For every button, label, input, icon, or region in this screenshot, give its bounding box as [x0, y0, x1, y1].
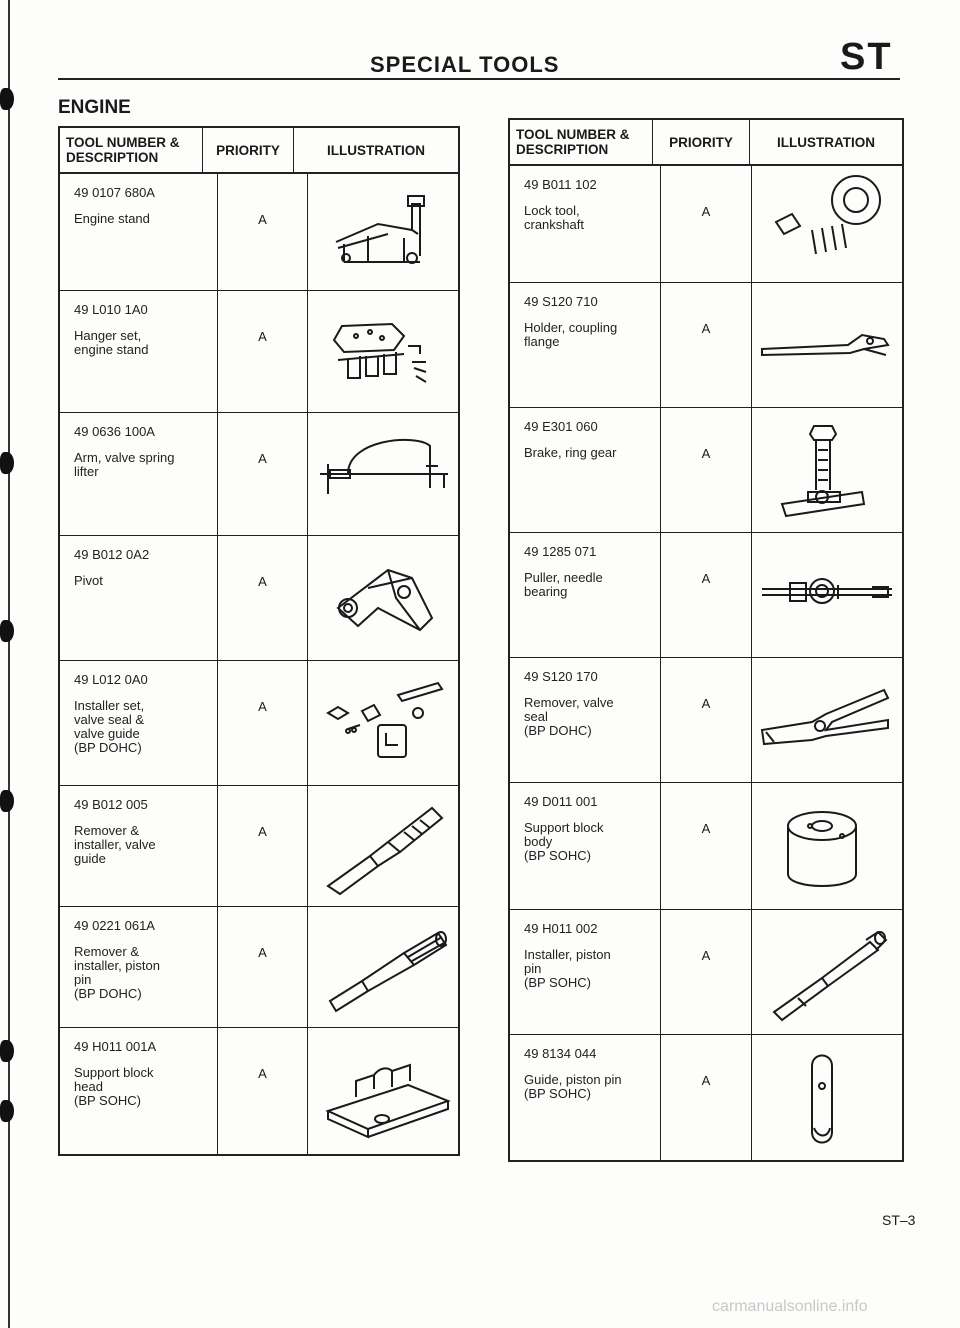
crankshaft-lock-tool-icon — [752, 174, 902, 274]
table-row — [510, 533, 902, 658]
table-row — [510, 1035, 902, 1160]
col-header-illustration: ILLUSTRATION — [327, 142, 425, 158]
tool-illustration-cell — [752, 658, 902, 782]
col-header-illustration: ILLUSTRATION — [777, 134, 875, 150]
tool-description: Remover & installer, valve guide — [74, 823, 156, 866]
table-row — [60, 1028, 458, 1154]
tool-description-cell — [510, 166, 661, 282]
table-row — [60, 174, 458, 291]
coupling-flange-holder-icon — [752, 295, 902, 395]
tool-description: Engine stand — [74, 211, 150, 226]
tool-description: Hanger set, engine stand — [74, 328, 149, 357]
col-header-tool-number: TOOL NUMBER & DESCRIPTION — [510, 120, 653, 164]
tool-number: 49 E301 060 — [524, 419, 598, 434]
table-row — [510, 658, 902, 783]
piston-pin-guide-icon — [752, 1048, 902, 1148]
table-header — [510, 120, 902, 166]
tool-priority: A — [661, 1035, 752, 1160]
table-row — [510, 783, 902, 910]
pivot-icon — [308, 548, 458, 648]
tool-illustration-cell — [308, 413, 458, 535]
tool-priority: A — [218, 174, 308, 290]
tool-illustration-cell — [308, 291, 458, 412]
tool-priority: A — [661, 533, 752, 657]
tool-number: 49 D011 001 — [524, 794, 598, 809]
tool-description-cell — [60, 1028, 218, 1154]
tool-priority: A — [661, 166, 752, 282]
tool-priority: A — [661, 658, 752, 782]
engine-stand-icon — [308, 182, 458, 282]
tool-priority: A — [218, 786, 308, 906]
tool-description-cell — [510, 1035, 661, 1160]
tool-priority: A — [218, 413, 308, 535]
tool-priority: A — [218, 661, 308, 785]
tool-illustration-cell — [308, 786, 458, 906]
tool-description-cell — [60, 661, 218, 785]
tool-number: 49 1285 071 — [524, 544, 597, 559]
table-row — [510, 283, 902, 408]
tool-number: 49 S120 710 — [524, 294, 598, 309]
section-code: ST — [840, 36, 893, 78]
tool-illustration-cell — [752, 283, 902, 407]
page-title: SPECIAL TOOLS — [370, 52, 560, 77]
table-row — [60, 661, 458, 786]
support-block-head-icon — [308, 1041, 458, 1141]
tool-number: 49 B012 0A2 — [74, 547, 150, 562]
table-row — [60, 413, 458, 536]
tool-illustration-cell — [752, 408, 902, 532]
valve-spring-lifter-arm-icon — [308, 424, 458, 524]
tool-illustration-cell — [752, 910, 902, 1034]
tool-priority: A — [218, 907, 308, 1027]
tool-number: 49 H011 001A — [74, 1039, 157, 1054]
table-row — [60, 786, 458, 907]
col-header-priority: PRIORITY — [653, 120, 750, 164]
tool-description: Lock tool, crankshaft — [524, 203, 584, 232]
tool-description-cell — [510, 658, 661, 782]
header-rule — [58, 78, 900, 80]
piston-pin-tool-icon — [308, 917, 458, 1017]
tool-description: Pivot — [74, 573, 103, 588]
table-row — [60, 907, 458, 1028]
tool-illustration-cell — [308, 174, 458, 290]
tool-description: Remover, valve seal (BP DOHC) — [524, 695, 614, 738]
tool-illustration-cell — [308, 1028, 458, 1154]
tool-description-cell — [60, 291, 218, 412]
tool-number: 49 0221 061A — [74, 918, 155, 933]
piston-pin-installer-icon — [752, 922, 902, 1022]
tool-number: 49 L012 0A0 — [74, 672, 148, 687]
tools-table-right — [508, 118, 904, 1162]
tool-illustration-cell — [308, 907, 458, 1027]
tool-priority: A — [661, 283, 752, 407]
table-header — [60, 128, 458, 174]
tool-illustration-cell — [308, 661, 458, 785]
tool-number: 49 S120 170 — [524, 669, 598, 684]
tool-description-cell — [60, 174, 218, 290]
ring-gear-brake-icon — [752, 420, 902, 520]
tool-description-cell — [510, 408, 661, 532]
valve-seal-remover-icon — [752, 670, 902, 770]
tools-table-left — [58, 126, 460, 1156]
tool-description: Guide, piston pin (BP SOHC) — [524, 1072, 622, 1101]
tool-description-cell — [60, 786, 218, 906]
table-row — [510, 910, 902, 1035]
col-header-priority: PRIORITY — [203, 128, 294, 172]
tool-priority: A — [218, 536, 308, 660]
tool-number: 49 L010 1A0 — [74, 302, 148, 317]
tool-description: Brake, ring gear — [524, 445, 617, 460]
table-row — [510, 166, 902, 283]
tool-description: Support block body (BP SOHC) — [524, 820, 604, 863]
table-row — [510, 408, 902, 533]
tool-description: Remover & installer, piston pin (BP DOHC) — [74, 944, 160, 1001]
tool-description-cell — [510, 910, 661, 1034]
tool-description-cell — [60, 413, 218, 535]
tool-number: 49 0107 680A — [74, 185, 155, 200]
tool-description-cell — [60, 536, 218, 660]
valve-guide-tool-icon — [308, 796, 458, 896]
tool-description: Puller, needle bearing — [524, 570, 603, 599]
table-row — [60, 536, 458, 661]
page-number: ST–3 — [882, 1212, 916, 1228]
tool-priority: A — [661, 910, 752, 1034]
tool-description-cell — [60, 907, 218, 1027]
tool-number: 49 H011 002 — [524, 921, 598, 936]
tool-illustration-cell — [308, 536, 458, 660]
needle-bearing-puller-icon — [752, 545, 902, 645]
tool-number: 49 B012 005 — [74, 797, 148, 812]
tool-number: 49 B011 102 — [524, 177, 597, 192]
watermark: carmanualsonline.info — [712, 1298, 868, 1315]
tool-description-cell — [510, 783, 661, 909]
installer-set-icon — [308, 673, 458, 773]
tool-description-cell — [510, 283, 661, 407]
tool-priority: A — [661, 408, 752, 532]
tool-priority: A — [661, 783, 752, 909]
tool-priority: A — [218, 1028, 308, 1154]
tool-description: Arm, valve spring lifter — [74, 450, 175, 479]
tool-description: Installer set, valve seal & valve guide (BP DOHC) — [74, 698, 145, 755]
section-heading: ENGINE — [58, 97, 131, 118]
support-block-body-icon — [752, 796, 902, 896]
tool-illustration-cell — [752, 783, 902, 909]
tool-number: 49 0636 100A — [74, 424, 155, 439]
tool-priority: A — [218, 291, 308, 412]
tool-description-cell — [510, 533, 661, 657]
tool-illustration-cell — [752, 533, 902, 657]
tool-description: Installer, piston pin (BP SOHC) — [524, 947, 611, 990]
tool-illustration-cell — [752, 1035, 902, 1160]
tool-number: 49 8134 044 — [524, 1046, 597, 1061]
hanger-set-icon — [308, 302, 458, 402]
tool-description: Support block head (BP SOHC) — [74, 1065, 154, 1108]
tool-description: Holder, coupling flange — [524, 320, 618, 349]
col-header-tool-number: TOOL NUMBER & DESCRIPTION — [60, 128, 203, 172]
page-binding-edge — [0, 0, 30, 1328]
tool-illustration-cell — [752, 166, 902, 282]
table-row — [60, 291, 458, 413]
